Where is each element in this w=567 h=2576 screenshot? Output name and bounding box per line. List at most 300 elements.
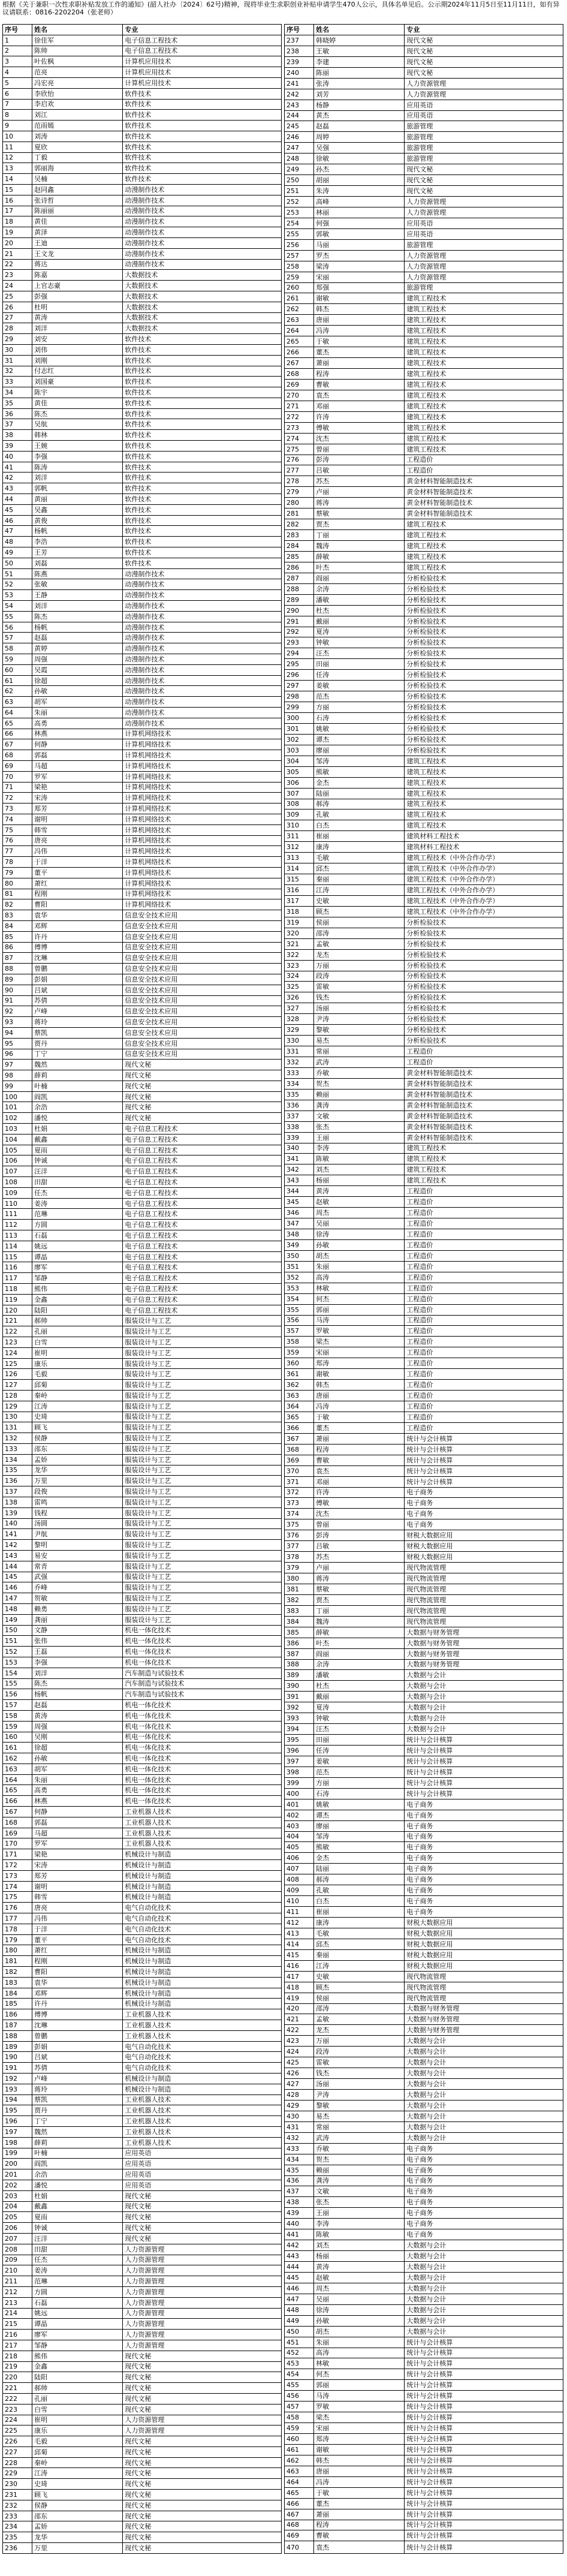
cell-number: 451 — [285, 2337, 314, 2348]
cell-major: 建筑工程技术 — [405, 326, 563, 336]
table-row — [285, 874, 563, 885]
cell-name: 马涛 — [314, 1315, 405, 1326]
cell-name: 丁宁 — [32, 1049, 123, 1060]
cell-number: 121 — [3, 1316, 32, 1326]
cell-major: 机电一体化技术 — [123, 1710, 282, 1721]
table-row — [3, 1582, 282, 1593]
cell-major: 电子商务 — [405, 1864, 563, 1874]
cell-name: 易杰 — [314, 1036, 405, 1046]
table-row — [285, 551, 563, 562]
cell-name: 朱丽 — [314, 2337, 405, 2348]
cell-number: 93 — [3, 1017, 32, 1028]
cell-major: 现代文秘 — [123, 2404, 282, 2415]
cell-major: 建筑工程技术 — [405, 1175, 563, 1186]
table-row — [285, 1272, 563, 1283]
cell-number: 183 — [3, 1977, 32, 1988]
table-row — [285, 2154, 563, 2165]
cell-number: 236 — [3, 2543, 32, 2554]
cell-major: 电气自动化技术 — [123, 1903, 282, 1913]
cell-major: 现代物流管理 — [405, 1993, 563, 2003]
cell-number: 24 — [3, 281, 32, 291]
table-row — [3, 504, 282, 515]
cell-major: 建筑工程技术 — [405, 358, 563, 369]
cell-major: 黄金材料智能制造技术 — [405, 1089, 563, 1100]
cell-major: 人力资源管理 — [405, 261, 563, 272]
table-row — [3, 1636, 282, 1647]
cell-major: 软件技术 — [123, 355, 282, 366]
cell-name: 李浩 — [32, 537, 123, 547]
cell-major: 软件技术 — [123, 462, 282, 473]
cell-major: 应用英语 — [405, 110, 563, 121]
cell-major: 建筑工程技术 — [405, 809, 563, 820]
table-row — [285, 1380, 563, 1391]
cell-name: 郝涛 — [314, 799, 405, 809]
table-row — [3, 35, 282, 46]
cell-name: 萧丽 — [314, 1433, 405, 1444]
cell-number: 267 — [285, 358, 314, 369]
table-row — [285, 670, 563, 681]
table-row — [3, 67, 282, 78]
table-row — [285, 1605, 563, 1616]
column-header-major: 专业 — [123, 25, 282, 35]
table-row — [285, 2165, 563, 2175]
table-row — [3, 1145, 282, 1155]
cell-name: 钟诚 — [32, 2223, 123, 2234]
cell-major: 大数据与会计 — [405, 2132, 563, 2143]
cell-number: 242 — [285, 89, 314, 100]
table-row — [3, 1358, 282, 1369]
cell-number: 123 — [3, 1337, 32, 1348]
cell-major: 分析检验技术 — [405, 734, 563, 745]
table-row — [3, 1113, 282, 1124]
table-row — [285, 1573, 563, 1584]
cell-major: 大数据与财务管理 — [405, 1659, 563, 1670]
cell-number: 146 — [3, 1582, 32, 1593]
table-row — [285, 1681, 563, 1692]
table-row — [285, 2509, 563, 2520]
cell-number: 181 — [3, 1956, 32, 1967]
table-row — [3, 611, 282, 622]
cell-name: 白雪 — [32, 2404, 123, 2415]
table-row — [285, 605, 563, 616]
table-row — [3, 1006, 282, 1017]
table-row — [285, 960, 563, 971]
cell-number: 20 — [3, 237, 32, 248]
cell-major: 工程造价 — [405, 1347, 563, 1358]
table-row — [285, 1982, 563, 1993]
table-row — [285, 2219, 563, 2229]
table-row — [3, 302, 282, 312]
cell-number: 332 — [285, 1057, 314, 1068]
cell-name: 丁毅 — [32, 152, 123, 163]
cell-number: 156 — [3, 1689, 32, 1700]
cell-name: 蒋涛 — [314, 1573, 405, 1584]
table-row — [285, 1433, 563, 1444]
cell-major: 人力资源管理 — [123, 2425, 282, 2436]
cell-number: 421 — [285, 2014, 314, 2025]
table-row — [285, 379, 563, 390]
table-row — [3, 77, 282, 88]
cell-number: 228 — [3, 2457, 32, 2468]
cell-major: 电子信息工程技术 — [123, 1198, 282, 1209]
cell-number: 58 — [3, 643, 32, 654]
table-row — [285, 1767, 563, 1777]
cell-name: 何杰 — [314, 2369, 405, 2380]
cell-major: 大数据与财务管理 — [405, 1627, 563, 1638]
cell-name: 侯静 — [32, 2500, 123, 2511]
cell-name: 叶楠 — [32, 1081, 123, 1091]
cell-number: 456 — [285, 2391, 314, 2402]
cell-name: 曹敏 — [314, 379, 405, 390]
cell-major: 汽车制造与试验技术 — [123, 1678, 282, 1689]
cell-number: 446 — [285, 2283, 314, 2294]
cell-number: 177 — [3, 1913, 32, 1924]
table-row — [3, 2105, 282, 2116]
cell-name: 黄涛 — [32, 312, 123, 323]
cell-name: 毛毅 — [32, 2436, 123, 2447]
cell-number: 470 — [285, 2541, 314, 2553]
cell-name: 王静 — [32, 590, 123, 601]
table-row — [3, 1486, 282, 1497]
cell-major: 机电一体化技术 — [123, 1657, 282, 1668]
cell-number: 379 — [285, 1563, 314, 1573]
cell-major: 电子信息工程技术 — [123, 1251, 282, 1262]
cell-major: 黄金材料智能制造技术 — [405, 487, 563, 498]
table-row — [285, 1347, 563, 1358]
cell-number: 174 — [3, 1881, 32, 1892]
cell-name: 戴鑫 — [32, 1134, 123, 1145]
cell-name: 戴丽 — [314, 1692, 405, 1702]
table-row — [3, 878, 282, 889]
cell-number: 256 — [285, 239, 314, 250]
cell-major: 人力资源管理 — [123, 2297, 282, 2308]
table-row — [3, 1380, 282, 1391]
table-row — [285, 207, 563, 218]
table-row — [3, 2126, 282, 2137]
cell-major: 机械设计与制造 — [123, 1977, 282, 1988]
cell-name: 秦丽 — [314, 874, 405, 885]
cell-major: 建筑工程技术 — [405, 293, 563, 304]
table-row — [3, 2543, 282, 2554]
cell-name: 贾丹 — [32, 2105, 123, 2116]
cell-major: 软件技术 — [123, 131, 282, 142]
cell-number: 249 — [285, 164, 314, 175]
cell-name: 史敏 — [314, 895, 405, 906]
table-row — [3, 760, 282, 771]
cell-major: 统计与会计核算 — [405, 2380, 563, 2391]
cell-name: 孙杰 — [314, 164, 405, 175]
cell-number: 248 — [285, 154, 314, 164]
cell-name: 董杰 — [314, 2498, 405, 2509]
cell-name: 傅敏 — [314, 422, 405, 433]
cell-name: 吕敏 — [314, 1541, 405, 1552]
cell-number: 343 — [285, 1175, 314, 1186]
cell-major: 统计与会计核算 — [405, 2369, 563, 2380]
cell-name: 刘芳 — [314, 89, 405, 100]
cell-major: 电子信息工程技术 — [123, 35, 282, 46]
table-row — [3, 1956, 282, 1967]
cell-name: 崔明 — [32, 2415, 123, 2425]
table-row — [3, 633, 282, 643]
cell-name: 程涛 — [314, 1444, 405, 1455]
cell-name: 郭磊 — [32, 750, 123, 761]
cell-name: 赵磊 — [314, 121, 405, 132]
cell-name: 顾杰 — [314, 1982, 405, 1993]
cell-name: 黄佳 — [32, 216, 123, 227]
cell-name: 袁杰 — [314, 1465, 405, 1476]
cell-number: 141 — [3, 1529, 32, 1540]
cell-number: 247 — [285, 143, 314, 154]
cell-name: 乔峰 — [32, 1582, 123, 1593]
cell-name: 顾飞 — [32, 1422, 123, 1433]
table-row — [285, 1519, 563, 1530]
cell-major: 软件技术 — [123, 526, 282, 537]
cell-number: 383 — [285, 1605, 314, 1616]
table-row — [3, 708, 282, 718]
cell-name: 潘敏 — [314, 594, 405, 605]
table-row — [285, 594, 563, 605]
cell-name: 侯静 — [32, 1433, 123, 1444]
table-row — [3, 2446, 282, 2457]
cell-major: 动漫制作技术 — [123, 654, 282, 665]
cell-number: 385 — [285, 1627, 314, 1638]
cell-name: 吴航 — [32, 419, 123, 430]
cell-number: 3 — [3, 56, 32, 67]
cell-number: 464 — [285, 2476, 314, 2487]
table-row — [285, 1563, 563, 1573]
table-row — [285, 853, 563, 863]
cell-major: 建筑工程技术 — [405, 411, 563, 422]
cell-name: 沈杰 — [314, 1509, 405, 1519]
table-row — [285, 1057, 563, 1068]
cell-number: 360 — [285, 1358, 314, 1369]
cell-major: 大数据技术 — [123, 270, 282, 281]
cell-major: 大数据技术 — [123, 312, 282, 323]
cell-name: 姜敏 — [314, 681, 405, 691]
cell-number: 130 — [3, 1412, 32, 1422]
table-row — [3, 664, 282, 675]
cell-number: 253 — [285, 207, 314, 218]
cell-number: 125 — [3, 1358, 32, 1369]
table-row — [285, 1078, 563, 1089]
cell-number: 281 — [285, 508, 314, 519]
table-row — [285, 1498, 563, 1509]
cell-name: 罗军 — [32, 1838, 123, 1849]
cell-name: 刘杰 — [314, 1164, 405, 1175]
table-row — [3, 558, 282, 568]
cell-major: 现代文秘 — [123, 2436, 282, 2447]
cell-number: 97 — [3, 1060, 32, 1070]
cell-number: 50 — [3, 558, 32, 568]
table-row — [3, 2137, 282, 2148]
table-row — [285, 444, 563, 455]
cell-number: 342 — [285, 1164, 314, 1175]
cell-major: 动漫制作技术 — [123, 227, 282, 238]
table-row — [3, 46, 282, 56]
table-row — [3, 227, 282, 238]
cell-major: 计算机网络技术 — [123, 750, 282, 761]
cell-number: 163 — [3, 1764, 32, 1774]
cell-number: 134 — [3, 1454, 32, 1465]
cell-name: 武涛 — [314, 2132, 405, 2143]
cell-major: 现代文秘 — [123, 1070, 282, 1081]
table-row — [285, 2068, 563, 2079]
table-row — [3, 1657, 282, 1668]
cell-name: 吴强 — [314, 143, 405, 154]
cell-major: 建筑工程技术（中外合作办学） — [405, 874, 563, 885]
cell-name: 陈宇 — [32, 387, 123, 398]
cell-number: 168 — [3, 1817, 32, 1828]
cell-name: 谭晶 — [32, 1251, 123, 1262]
table-row — [3, 824, 282, 835]
table-row — [3, 441, 282, 452]
cell-major: 电子商务 — [405, 1896, 563, 1907]
table-row — [285, 1638, 563, 1648]
cell-major: 软件技术 — [123, 558, 282, 568]
cell-number: 151 — [3, 1636, 32, 1647]
table-row — [3, 1625, 282, 1636]
table-row — [285, 971, 563, 982]
cell-name: 余涛 — [314, 1659, 405, 1670]
cell-major: 大数据与会计 — [405, 1670, 563, 1681]
cell-major: 现代文秘 — [405, 175, 563, 186]
table-row — [285, 250, 563, 261]
table-row — [3, 1732, 282, 1743]
cell-name: 顾飞 — [32, 2490, 123, 2500]
cell-name: 汪杰 — [314, 1724, 405, 1735]
cell-number: 195 — [3, 2105, 32, 2116]
cell-name: 郝帅 — [32, 1316, 123, 1326]
cell-major: 服装设计与工艺 — [123, 1507, 282, 1518]
cell-number: 111 — [3, 1209, 32, 1220]
table-row — [3, 121, 282, 131]
table-row — [285, 154, 563, 164]
cell-major: 机械设计与制造 — [123, 1967, 282, 1978]
cell-number: 371 — [285, 1476, 314, 1487]
table-row — [3, 1401, 282, 1412]
cell-major: 软件技术 — [123, 366, 282, 377]
table-row — [285, 842, 563, 853]
table-row — [285, 1014, 563, 1025]
table-row — [285, 2229, 563, 2240]
cell-number: 178 — [3, 1924, 32, 1934]
cell-major: 软件技术 — [123, 344, 282, 355]
cell-name: 于敏 — [314, 2487, 405, 2498]
cell-number: 287 — [285, 573, 314, 583]
cell-name: 萧丽 — [314, 2509, 405, 2520]
cell-number: 201 — [3, 2169, 32, 2180]
cell-number: 25 — [3, 291, 32, 302]
cell-name: 蔡敏 — [314, 508, 405, 519]
cell-name: 赵敏 — [314, 1197, 405, 1208]
table-row — [3, 1924, 282, 1934]
table-row — [3, 2244, 282, 2255]
cell-major: 财税大数据应用 — [405, 1928, 563, 1939]
cell-name: 黄丽 — [32, 494, 123, 505]
cell-name: 贾丹 — [32, 1038, 123, 1049]
cell-number: 199 — [3, 2148, 32, 2159]
table-row — [285, 2358, 563, 2369]
table-row — [285, 1121, 563, 1132]
table-row — [3, 867, 282, 878]
cell-number: 89 — [3, 974, 32, 985]
cell-name: 高勇 — [32, 1785, 123, 1796]
table-row — [3, 739, 282, 750]
cell-number: 8 — [3, 110, 32, 121]
table-row — [3, 1134, 282, 1145]
cell-number: 94 — [3, 1027, 32, 1038]
table-row — [285, 2036, 563, 2047]
cell-number: 164 — [3, 1774, 32, 1785]
cell-name: 罗敏 — [314, 1326, 405, 1337]
table-row — [285, 358, 563, 369]
cell-major: 分析检验技术 — [405, 1003, 563, 1014]
cell-name: 方丽 — [314, 1777, 405, 1788]
table-row — [285, 2315, 563, 2326]
cell-name: 邹涛 — [314, 1831, 405, 1842]
cell-major: 现代文秘 — [123, 2468, 282, 2479]
cell-number: 330 — [285, 1036, 314, 1046]
cell-major: 现代物流管理 — [405, 1573, 563, 1584]
cell-name: 雷敏 — [314, 2057, 405, 2068]
cell-name: 刘洋 — [32, 1668, 123, 1678]
cell-major: 服装设计与工艺 — [123, 1486, 282, 1497]
cell-major: 计算机网络技术 — [123, 814, 282, 824]
table-row — [285, 1046, 563, 1057]
cell-major: 建筑材料工程技术 — [405, 831, 563, 842]
cell-major: 财税大数据应用 — [405, 1541, 563, 1552]
cell-number: 462 — [285, 2455, 314, 2466]
cell-name: 崔丽 — [314, 831, 405, 842]
table-row — [285, 777, 563, 788]
cell-number: 88 — [3, 964, 32, 974]
cell-name: 孔丽 — [32, 2393, 123, 2404]
cell-major: 动漫制作技术 — [123, 675, 282, 686]
cell-number: 255 — [285, 228, 314, 239]
cell-major: 统计与会计核算 — [405, 2509, 563, 2520]
table-row — [3, 2201, 282, 2212]
cell-major: 分析检验技术 — [405, 938, 563, 949]
cell-number: 48 — [3, 537, 32, 547]
table-row — [285, 1509, 563, 1519]
table-row — [285, 2487, 563, 2498]
cell-major: 分析检验技术 — [405, 928, 563, 938]
cell-major: 动漫制作技术 — [123, 195, 282, 206]
cell-name: 戴鑫 — [32, 2201, 123, 2212]
cell-number: 461 — [285, 2444, 314, 2455]
table-row — [3, 1391, 282, 1401]
table-row — [3, 718, 282, 729]
cell-name: 阎丽 — [314, 573, 405, 583]
cell-major: 汽车制造与试验技术 — [123, 1689, 282, 1700]
cell-name: 黄泽 — [32, 227, 123, 238]
cell-major: 软件技术 — [123, 430, 282, 441]
cell-number: 105 — [3, 1145, 32, 1155]
table-row — [285, 519, 563, 530]
cell-name: 潘悦 — [32, 1113, 123, 1124]
table-row — [285, 637, 563, 648]
cell-major: 工业机器人技术 — [123, 1807, 282, 1817]
cell-major: 工业机器人技术 — [123, 2020, 282, 2031]
cell-number: 233 — [3, 2511, 32, 2521]
table-row — [285, 895, 563, 906]
cell-name: 孔敏 — [314, 809, 405, 820]
table-row — [3, 1017, 282, 1028]
cell-name: 白雪 — [32, 1337, 123, 1348]
cell-name: 石磊 — [32, 2297, 123, 2308]
cell-number: 352 — [285, 1272, 314, 1283]
cell-name: 杨帆 — [32, 526, 123, 537]
